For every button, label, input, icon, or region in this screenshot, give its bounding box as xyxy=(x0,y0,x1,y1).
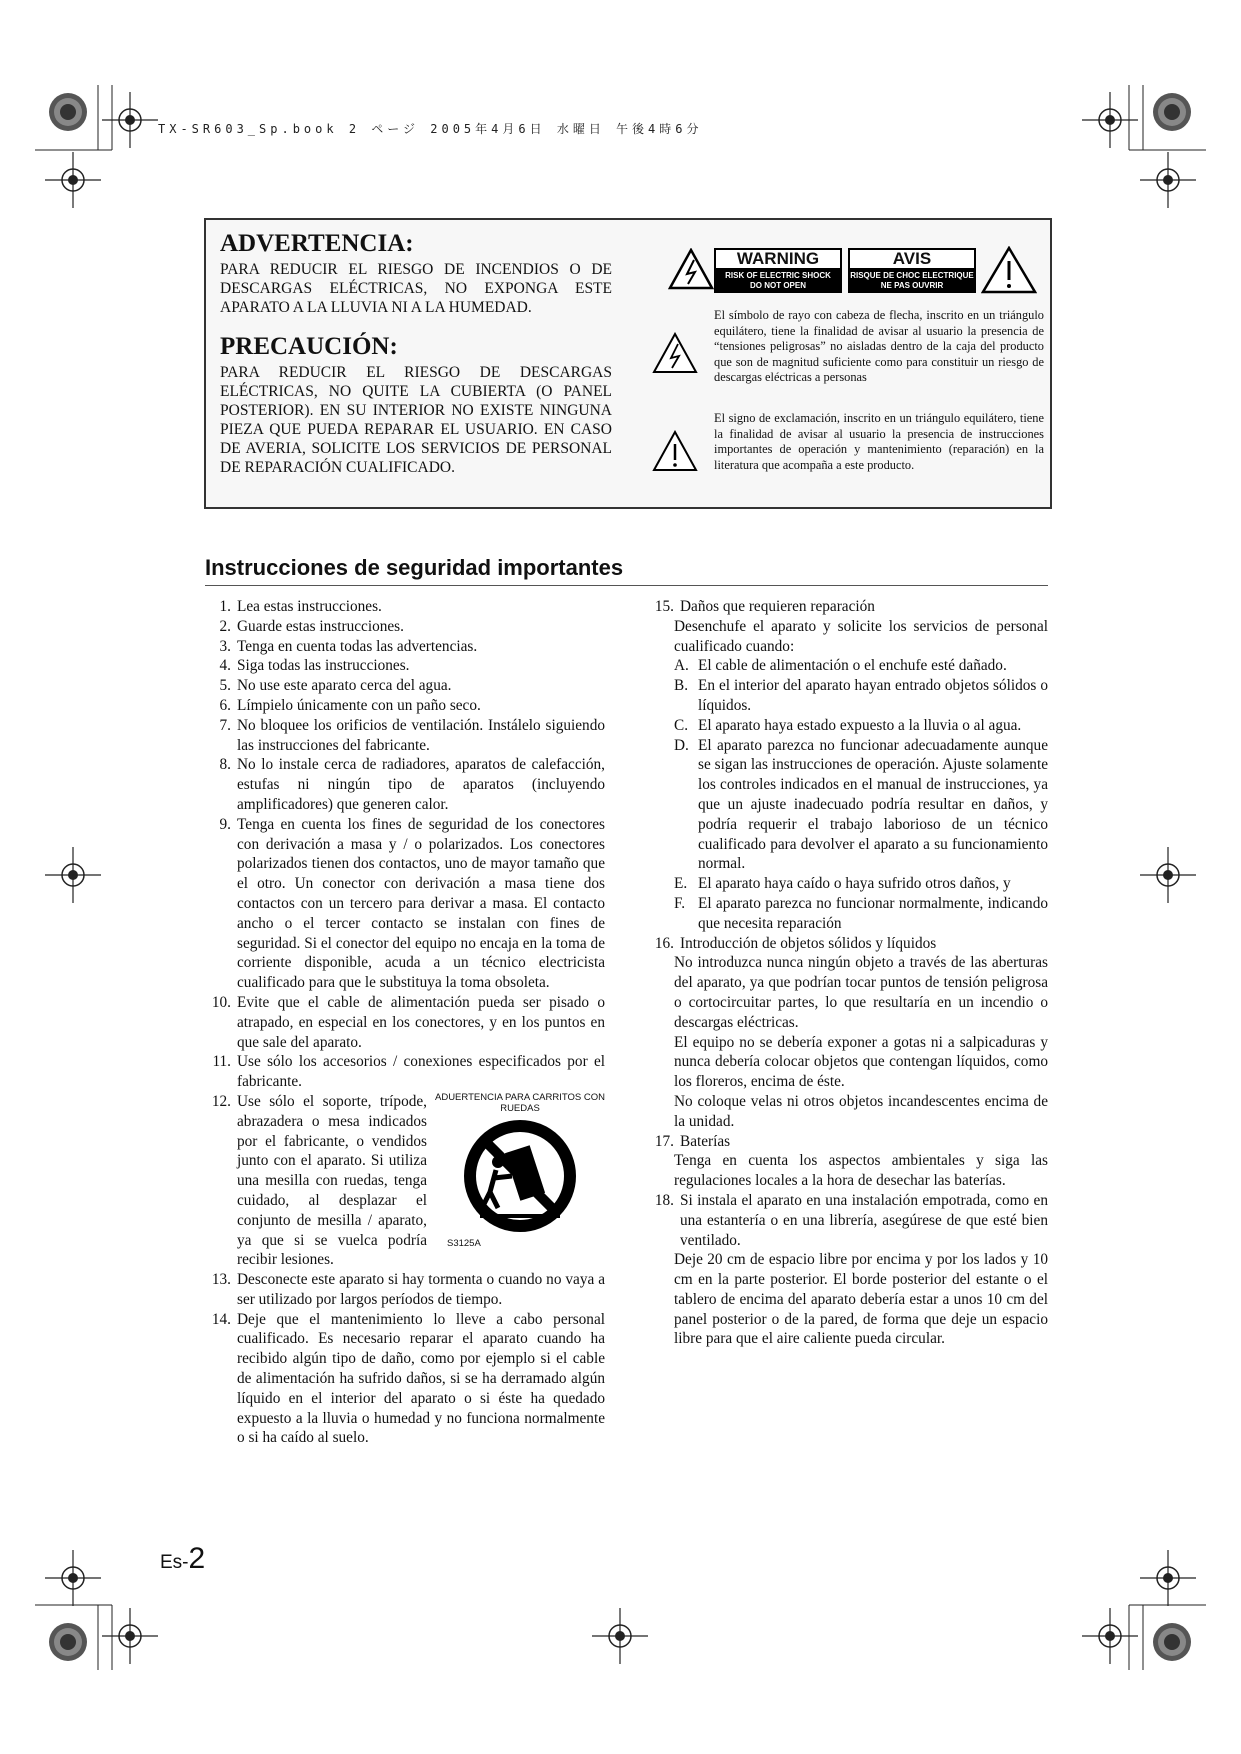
advertencia-title: ADVERTENCIA: xyxy=(220,230,414,257)
sub-item xyxy=(648,894,1048,934)
sub-item-text: El aparato parezca no funcionar normalmente, indicando que necesita reparación xyxy=(698,894,1048,932)
item-text: Desconecte este aparato si hay tormenta o cuando no vaya a ser utilizado por largos períodos de tiempo. xyxy=(237,1271,605,1308)
exclamation-triangle-icon xyxy=(981,246,1037,294)
list-item xyxy=(648,934,1048,954)
cart-code: S3125A xyxy=(447,1237,481,1249)
item-number: 15. xyxy=(654,598,674,615)
warning-label-subtext xyxy=(714,270,842,293)
page-number-value: 2 xyxy=(188,1542,206,1575)
item-number: 2. xyxy=(219,617,231,635)
warning-box xyxy=(204,218,1052,509)
sub-item-text: El cable de alimentación o el enchufe esté dañado. xyxy=(698,657,1007,675)
avis-label-line2: NE PAS OUVRIR xyxy=(880,281,944,290)
item-number: 4. xyxy=(219,657,231,675)
avis-label-line1: RISQUE DE CHOC ELECTRIQUE xyxy=(850,271,974,280)
warning-label xyxy=(714,248,842,293)
item-number: 9. xyxy=(219,815,231,833)
item-text: Guarde estas instrucciones. xyxy=(237,617,404,635)
right-column xyxy=(648,597,1048,1349)
sub-item xyxy=(648,874,1048,894)
left-column xyxy=(205,597,605,1448)
item-paragraph: No introduzca nunca ningún objeto a través de las aberturas del aparato, ya que podrían tocar puntos de tensión peligrosa o cortocircuitar partes, lo que resultaría en un incendio o descargas eléctricas. xyxy=(674,954,1048,1031)
advertencia-text: PARA REDUCIR EL RIESGO DE INCENDIOS O DE DESCARGAS ELÉCTRICAS, NO EXPONGA ESTE APARATO A LA LLUVIA NI A LA HUMEDAD. xyxy=(220,261,612,316)
precaucion-title: PRECAUCIÓN: xyxy=(220,333,398,360)
list-item xyxy=(205,815,605,993)
item-number: 7. xyxy=(219,716,231,734)
list-item xyxy=(205,597,605,617)
sub-item-letter: A. xyxy=(674,657,689,675)
lightning-symbol-text: El símbolo de rayo con cabeza de flecha, inscrito en un triángulo equilátero, tiene la finalidad de avisar al usuario la presencia de “tensiones peligrosas” no aisladas dentro de la caja del producto que son de magnitud suficiente como para constituir un riesgo de descargas eléctricas a personas xyxy=(714,308,1044,385)
item-text: No lo instale cerca de radiadores, aparatos de calefacción, estufas ni ningún tipo de aparatos (incluyendo amplificadores) que generen calor. xyxy=(237,756,605,813)
item-number: 16. xyxy=(654,934,674,952)
precaucion-text: PARA REDUCIR EL RIESGO DE DESCARGAS ELÉCTRICAS, NO QUITE LA CUBIERTA (O PANEL POSTERIOR). EN SU INTERIOR NO EXISTE NINGUNA PIEZA QUE PUEDA REPARAR EL USUARIO. EN CASO DE AVERIA, SOLICITE LOS SERVICIOS DE PERSONAL DE REPARACIÓN CUALIFICADO. xyxy=(220,364,612,476)
list-item xyxy=(648,597,1048,617)
lightning-triangle-icon xyxy=(652,332,698,374)
item-number: 10. xyxy=(211,993,231,1011)
list-item xyxy=(205,755,605,814)
list-item xyxy=(205,993,605,1052)
item-text: Límpielo únicamente con un paño seco. xyxy=(237,696,481,714)
sub-item xyxy=(648,716,1048,736)
section-title: Instrucciones de seguridad importantes xyxy=(205,555,624,580)
warning-label-line1: RISK OF ELECTRIC SHOCK xyxy=(725,271,831,280)
list-item xyxy=(205,1310,605,1449)
item-text: Use sólo los accesorios / conexiones especificados por el fabricante. xyxy=(237,1053,605,1091)
warning-label-title: WARNING xyxy=(714,248,842,270)
item15-sublist xyxy=(648,656,1048,933)
item-text: Evite que el cable de alimentación pueda ser pisado o atrapado, en especial en los conectores, y en los puntos en que sale del aparato. xyxy=(237,993,605,1051)
sub-item-text: El aparato haya estado expuesto a la lluvia o al agua. xyxy=(698,716,1022,734)
avis-label-title: AVIS xyxy=(848,248,976,270)
cart-warning xyxy=(427,1092,605,1270)
item-paragraph: Tenga en cuenta los aspectos ambientales y siga las regulaciones locales a la hora de desechar las baterías. xyxy=(674,1152,1048,1190)
avis-label-subtext xyxy=(848,270,976,293)
item-number: 18. xyxy=(654,1191,674,1209)
warning-text-column xyxy=(220,230,612,477)
item-paragraph: No coloque velas ni otros objetos incandescentes encima de la unidad. xyxy=(674,1092,1048,1130)
list-item xyxy=(205,716,605,756)
item-title: Baterías xyxy=(680,1132,731,1150)
lightning-triangle-icon xyxy=(668,248,714,290)
sub-item-letter: F. xyxy=(674,894,686,912)
safety-list-left-after xyxy=(205,1270,605,1448)
item-intro: Desenchufe el aparato y solicite los servicios de personal cualificado cuando: xyxy=(674,617,1048,655)
sub-item xyxy=(648,656,1048,676)
exclamation-triangle-icon xyxy=(652,430,698,472)
sub-item-letter: C. xyxy=(674,716,689,734)
list-item xyxy=(205,656,605,676)
exclamation-symbol-text: El signo de exclamación, inscrito en un triángulo equilátero, tiene la finalidad de avisar al usuario la presencia de instrucciones importantes de operación y mantenimiento (reparación) en la literatura que acompaña a este producto. xyxy=(714,411,1044,472)
item-text: Deje que el mantenimiento lo lleve a cabo personal cualificado. Es necesario reparar el aparato cuando ha recibido algún tipo de daño, como por ejemplo si el cable de alimentación ha sufrido daños, si se ha derramado algún líquido en el interior del aparato o si éste ha quedado expuesto a la lluvia o humedad y no funciona normalmente o si ha caído al suelo. xyxy=(237,1310,605,1447)
list-item xyxy=(205,1052,605,1092)
item-title: Introducción de objetos sólidos y líquidos xyxy=(680,934,937,952)
list-item xyxy=(205,696,605,716)
item-number: 11. xyxy=(212,1053,231,1071)
item-text: Tenga en cuenta todas las advertencias. xyxy=(237,637,478,655)
sub-item-letter: B. xyxy=(674,677,689,695)
item-number: 13. xyxy=(211,1271,231,1289)
sub-item-text: En el interior del aparato hayan entrado objetos sólidos o líquidos. xyxy=(698,677,1048,714)
item-text: Si instala el aparato en una instalación empotrada, como en una estantería o en una librería, asegúrese de que esté bien ventilado. xyxy=(680,1191,1048,1249)
item-number: 14. xyxy=(211,1310,231,1328)
item-title: Daños que requieren reparación xyxy=(680,598,875,615)
item-number: 3. xyxy=(219,637,231,655)
page-number xyxy=(160,1542,205,1576)
item-text: Siga todas las instrucciones. xyxy=(237,657,410,675)
book-info-header: TX-SR603_Sp.book 2 ページ 2005年4月6日 水曜日 午後4時6分 xyxy=(158,122,703,136)
sub-item-text: El aparato parezca no funcionar adecuadamente aunque se sigan las instrucciones de operación. Ajuste solamente los controles indicados en el manual de instrucciones, ya que un ajuste inadecuado podría resultar en daños, y podría requerir el trabajo laborioso de un técnico cualificado para devolver el aparato a su funcionamiento normal. xyxy=(698,736,1048,873)
list-item xyxy=(205,637,605,657)
sub-item xyxy=(648,736,1048,875)
safety-list-left xyxy=(205,597,605,1092)
item-number: 17. xyxy=(654,1132,674,1150)
page-prefix: Es- xyxy=(160,1552,189,1573)
list-item xyxy=(205,617,605,637)
starburst-mark-top-right xyxy=(1153,93,1191,131)
starburst-mark-bottom-right xyxy=(1153,1623,1191,1661)
list-item xyxy=(648,1132,1048,1152)
avis-label xyxy=(848,248,976,293)
item-number: 8. xyxy=(219,756,231,774)
cart-caption: ADUERTENCIA PARA CARRITOS CON RUEDAS xyxy=(435,1091,605,1114)
symbols-column xyxy=(646,220,1046,507)
item-paragraph: El equipo no se debería exponer a gotas ni a salpicaduras y nunca debería colocar objetos que contengan líquidos, como los floreros, encima de éste. xyxy=(674,1033,1048,1091)
item-number: 1. xyxy=(219,598,231,615)
sub-item-text: El aparato haya caído o haya sufrido otros daños, y xyxy=(698,875,1011,893)
item-number: 12. xyxy=(211,1092,231,1110)
item-text: Lea estas instrucciones. xyxy=(237,598,382,615)
warning-label-line2: DO NOT OPEN xyxy=(749,281,806,290)
item-text: Tenga en cuenta los fines de seguridad de los conectores con derivación a masa y / o polarizados. Los conectores polarizados tienen dos contactos, uno de mayor tamaño que el otro. Un conector con derivación a masa tiene dos contactos con un tercero para derivar a masa. El contacto ancho o el tercer contacto se instalan con fines de seguridad. Si el conector del equipo no encaja en la toma de corriente disponible, acuda a un técnico electricista cualificado para que le substituya la toma obsoleta. xyxy=(237,815,605,992)
item-paragraph: Deje 20 cm de espacio libre por encima y por los lados y 10 cm en la parte posterior. El borde posterior del estante o el tablero de encima del aparato debería estar a unos 10 cm del panel posterior o de la pared, de forma que deje un espacio libre para que el aire caliente pueda circular. xyxy=(674,1251,1048,1348)
item-text: Use sólo el soporte, trípode, abrazadera o mesa indicados por el fabricante, o vendidos junto con el aparato. Si utiliza una mesilla con ruedas, tenga cuidado, al desplazar el conjunto de mesilla / aparato, ya que si se vuelca podría recibir lesiones. xyxy=(237,1092,427,1269)
sub-item xyxy=(648,676,1048,716)
list-item xyxy=(648,1191,1048,1250)
item-number: 5. xyxy=(219,677,231,695)
starburst-mark-top-left xyxy=(49,93,87,131)
item-number: 6. xyxy=(219,696,231,714)
sub-item-letter: D. xyxy=(674,736,689,754)
item-text: No bloquee los orificios de ventilación. Instálelo siguiendo las instrucciones del fabricante. xyxy=(237,716,605,754)
section-rule xyxy=(205,585,1048,586)
cart-tipover-icon xyxy=(440,1118,600,1238)
item-text: No use este aparato cerca del agua. xyxy=(237,677,452,695)
list-item xyxy=(205,1092,605,1270)
starburst-mark-bottom-left xyxy=(49,1623,87,1661)
sub-item-letter: E. xyxy=(674,875,688,893)
list-item xyxy=(205,1270,605,1310)
list-item xyxy=(205,676,605,696)
